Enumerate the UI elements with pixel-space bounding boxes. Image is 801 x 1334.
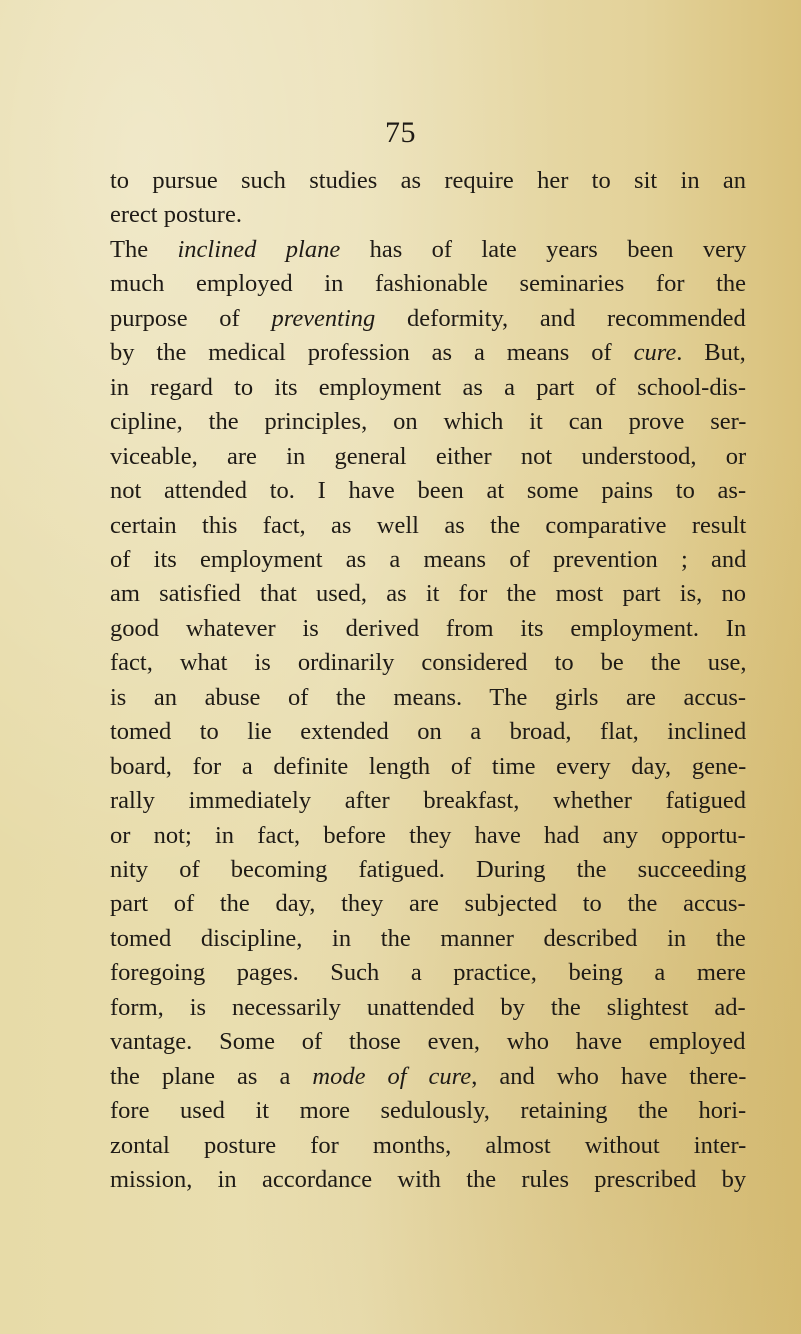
text-line [110,1164,746,1196]
text-line [110,1095,746,1127]
text-line [110,613,746,645]
text-fragment: zontal posture for months, almost without inter- [110,1132,747,1159]
text-line [110,751,746,783]
text-line [110,165,746,197]
text-fragment: fact, what is ordinarily considered to be the use, [110,649,747,676]
text-fragment: to pursue such studies as require her to sit in an [110,167,747,194]
page-number: 75 [385,116,416,149]
text-fragment: , and who have there- [471,1063,747,1090]
text-fragment: tomed discipline, in the manner described in the [110,925,746,952]
text-line [110,441,746,473]
text-line [110,888,746,920]
text-line [110,303,746,335]
text-line [110,578,746,610]
text-fragment: part of the day, they are subjected to the accus- [110,890,746,917]
text-line [110,406,746,438]
text-line [110,544,746,576]
text-fragment: The [110,236,178,263]
text-line [110,510,746,542]
text-fragment: or not; in fact, before they have had any opportu- [110,822,746,849]
text-fragment: vantage. Some of those even, who have employed [110,1028,746,1055]
text-line [110,854,746,886]
text-fragment: rally immediately after breakfast, whether fatigued [110,787,746,814]
text-line [110,372,746,404]
text-fragment: of its employment as a means of prevention ; and [110,546,747,573]
text-fragment: fore used it more sedulously, retaining the hori- [110,1097,747,1124]
text-line [110,716,746,748]
text-fragment: viceable, are in general either not understood, or [110,443,747,470]
text-line [110,682,746,714]
text-line [110,957,746,989]
text-fragment: cure [633,339,677,366]
text-line [110,1130,746,1162]
text-fragment: preventing [271,305,376,332]
text-fragment: in regard to its employment as a part of school-dis- [110,374,747,401]
text-line [110,199,242,231]
text-fragment: purpose of [110,305,272,332]
text-fragment: board, for a definite length of time every day, gene- [110,753,747,780]
text-fragment: am satisfied that used, as it for the most part is, no [110,580,746,607]
text-fragment: cipline, the principles, on which it can prove ser- [110,408,747,435]
text-fragment: much employed in fashionable seminaries for the [110,270,747,297]
text-fragment: foregoing pages. Such a practice, being a mere [110,959,746,986]
text-line [110,785,746,817]
text-fragment: form, is necessarily unattended by the slightest ad- [110,994,746,1021]
text-fragment: mission, in accordance with the rules prescribed by [110,1166,747,1193]
text-fragment: nity of becoming fatigued. During the succeeding [110,856,747,883]
text-line [110,820,746,852]
text-fragment: certain this fact, as well as the comparative result [110,512,747,539]
text-line [110,475,746,507]
text-line [110,268,746,300]
text-fragment: tomed to lie extended on a broad, flat, inclined [110,718,747,745]
text-fragment: is an abuse of the means. The girls are accus- [110,684,747,711]
text-fragment: . But, [676,339,746,366]
text-fragment: by the medical profession as a means of [110,339,634,366]
text-line [110,647,746,679]
text-fragment: the plane as a [110,1063,313,1090]
text-line [110,337,746,369]
text-line [110,992,746,1024]
text-fragment: deformity, and recommended [375,305,746,332]
text-line [110,234,746,266]
text-line [110,923,746,955]
text-fragment: good whatever is derived from its employment. In [110,615,747,642]
text-line [110,1061,746,1093]
body-text [110,165,746,1205]
text-fragment: erect posture. [110,201,242,228]
text-line [110,1026,746,1058]
text-fragment: inclined plane [177,236,341,263]
text-fragment: not attended to. I have been at some pains to as- [110,477,747,504]
text-fragment: mode of cure [312,1063,472,1090]
text-fragment: has of late years been very [340,236,747,263]
